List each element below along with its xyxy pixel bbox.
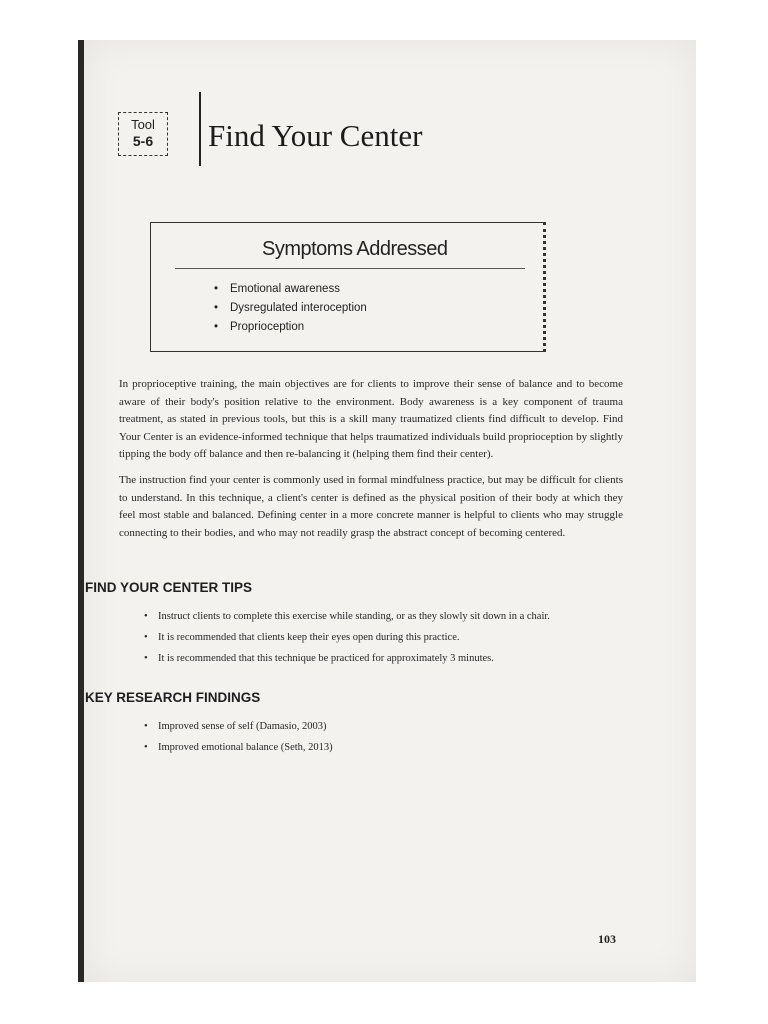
tip-item: • It is recommended that this technique be practiced for approximately 3 minutes.	[144, 648, 550, 669]
research-item: • Improved sense of self (Damasio, 2003)	[144, 716, 333, 737]
tip-item: • It is recommended that clients keep their eyes open during this practice.	[144, 627, 550, 648]
research-list	[144, 716, 333, 758]
center-definition-paragraph: The instruction find your center is commonly used in formal mindfulness practice, but may be difficult for clients to understand. In this technique, a client's center is defined as the physical position of their body at which they feel most stable and balanced. Defining center in a more concrete manner is helpful to clients who may struggle connecting to their bodies, and who may not readily grasp the abstract concept of becoming centered.	[119, 474, 623, 539]
symptom-item: • Emotional awareness	[214, 280, 367, 299]
symptoms-list	[214, 280, 367, 337]
page-number: 103	[598, 932, 616, 946]
tool-label: Tool	[131, 117, 155, 132]
symptoms-title: Symptoms Addressed	[262, 238, 448, 260]
research-item: • Improved emotional balance (Seth, 2013)	[144, 737, 333, 758]
tool-number: 5-6	[132, 133, 154, 149]
symptoms-divider	[175, 268, 525, 269]
title-divider	[199, 92, 201, 166]
page-title: Find Your Center	[208, 118, 423, 153]
tip-item: • Instruct clients to complete this exercise while standing, or as they slowly sit down in a chair.	[144, 606, 550, 627]
tool-badge	[118, 112, 168, 156]
tips-list	[144, 606, 550, 669]
symptom-item: • Dysregulated interoception	[214, 299, 367, 318]
tips-heading: FIND YOUR CENTER TIPS	[85, 580, 253, 595]
research-heading: KEY RESEARCH FINDINGS	[85, 690, 261, 705]
intro-paragraph: In proprioceptive training, the main objectives are for clients to improve their sense of balance and to become aware of their body's position relative to the environment. Body awareness is a key component of trauma treatment, as stated in previous tools, but this is a skill many traumatized clients find difficult to develop. Find Your Center is an evidence-informed technique that helps traumatized individuals build proprioception by slightly tipping the body off balance and then re-balancing it (helping them find their center).	[119, 378, 623, 460]
symptom-item: • Proprioception	[214, 318, 367, 337]
